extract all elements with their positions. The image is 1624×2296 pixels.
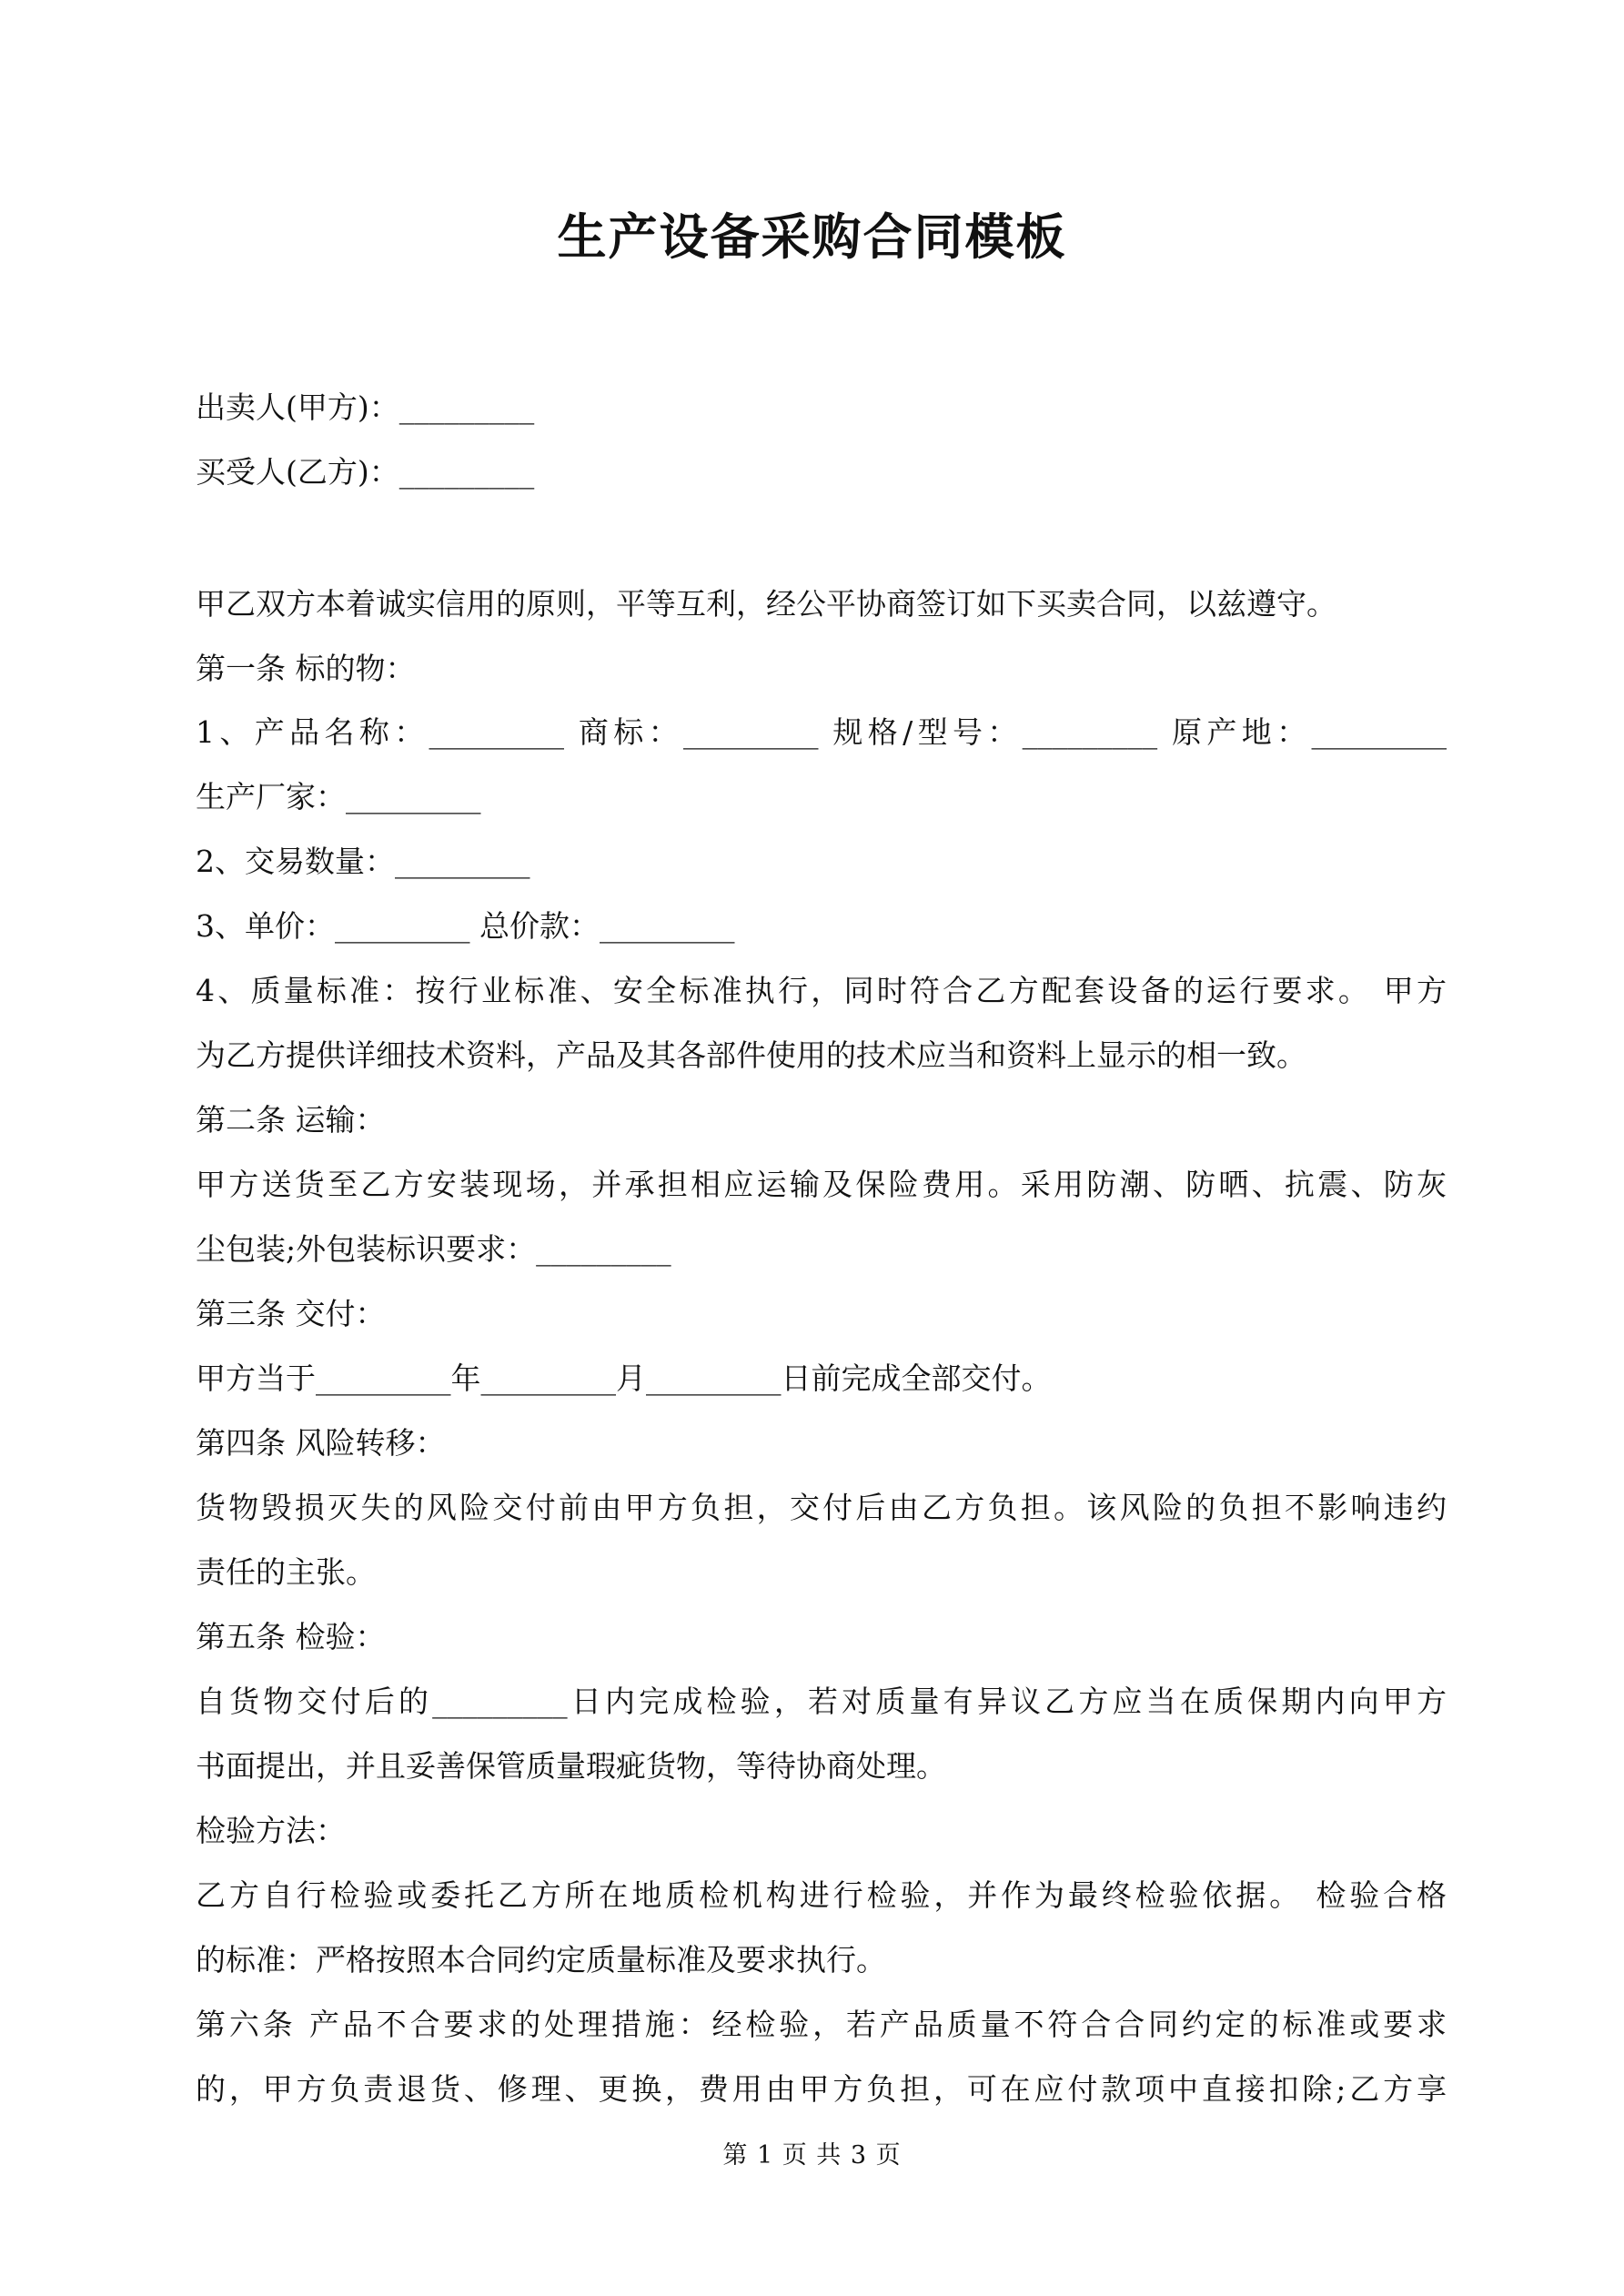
quantity-line: 2、交易数量：_________ bbox=[196, 844, 530, 879]
delivery-line: 甲方当于_________年_________月_________日前完成全部交付。 bbox=[196, 1360, 1052, 1396]
inspection-line-1: 自货物交付后的_________日内完成检验，若对质量有异议乙方应当在质保期内向甲方 bbox=[196, 1684, 1447, 1719]
inspection-method-line-2: 的标准：严格按照本合同约定质量标准及要求执行。 bbox=[196, 1942, 886, 1977]
buyer-line: 买受人(乙方)：_________ bbox=[196, 454, 535, 490]
article-4-heading: 第四条 风险转移： bbox=[196, 1425, 446, 1461]
risk-line-2: 责任的主张。 bbox=[196, 1554, 376, 1590]
article-6-line-2: 的，甲方负责退货、修理、更换，费用由甲方负担，可在应付款项中直接扣除;乙方享 bbox=[196, 2071, 1447, 2107]
transport-line-1: 甲方送货至乙方安装现场，并承担相应运输及保险费用。采用防潮、防晒、抗震、防灰 bbox=[196, 1167, 1447, 1202]
page-title: 生产设备采购合同模板 bbox=[557, 207, 1067, 266]
preamble-line: 甲乙双方本着诚实信用的原则，平等互利，经公平协商签订如下买卖合同，以兹遵守。 bbox=[196, 586, 1337, 622]
article-2-heading: 第二条 运输： bbox=[196, 1102, 386, 1138]
price-line: 3、单价：_________ 总价款：_________ bbox=[196, 908, 735, 944]
page-number-footer: 第 1 页 共 3 页 bbox=[722, 2141, 902, 2170]
inspection-method-line-1: 乙方自行检验或委托乙方所在地质检机构进行检验，并作为最终检验依据。 检验合格 bbox=[196, 1877, 1447, 1913]
article-3-heading: 第三条 交付： bbox=[196, 1296, 386, 1331]
seller-line: 出卖人(甲方)：_________ bbox=[196, 389, 535, 425]
risk-line-1: 货物毁损灭失的风险交付前由甲方负担，交付后由乙方负担。该风险的负担不影响违约 bbox=[196, 1490, 1447, 1525]
transport-line-2: 尘包装;外包装标识要求：_________ bbox=[196, 1231, 671, 1267]
article-5-heading: 第五条 检验： bbox=[196, 1619, 386, 1654]
product-info-line: 1、产品名称：_________ 商标：_________ 规格/型号：_________ 原产地：_________ bbox=[196, 714, 1447, 750]
article-1-heading: 第一条 标的物： bbox=[196, 651, 416, 686]
quality-line-1: 4、质量标准：按行业标准、安全标准执行，同时符合乙方配套设备的运行要求。 甲方 bbox=[196, 973, 1447, 1008]
quality-line-2: 为乙方提供详细技术资料，产品及其各部件使用的技术应当和资料上显示的相一致。 bbox=[196, 1037, 1306, 1073]
inspection-line-2: 书面提出，并且妥善保管质量瑕疵货物，等待协商处理。 bbox=[196, 1748, 946, 1784]
inspection-method-heading: 检验方法： bbox=[196, 1813, 346, 1848]
article-6-line-1: 第六条 产品不合要求的处理措施：经检验，若产品质量不符合合同约定的标准或要求 bbox=[196, 2007, 1447, 2042]
manufacturer-line: 生产厂家：_________ bbox=[196, 779, 481, 814]
